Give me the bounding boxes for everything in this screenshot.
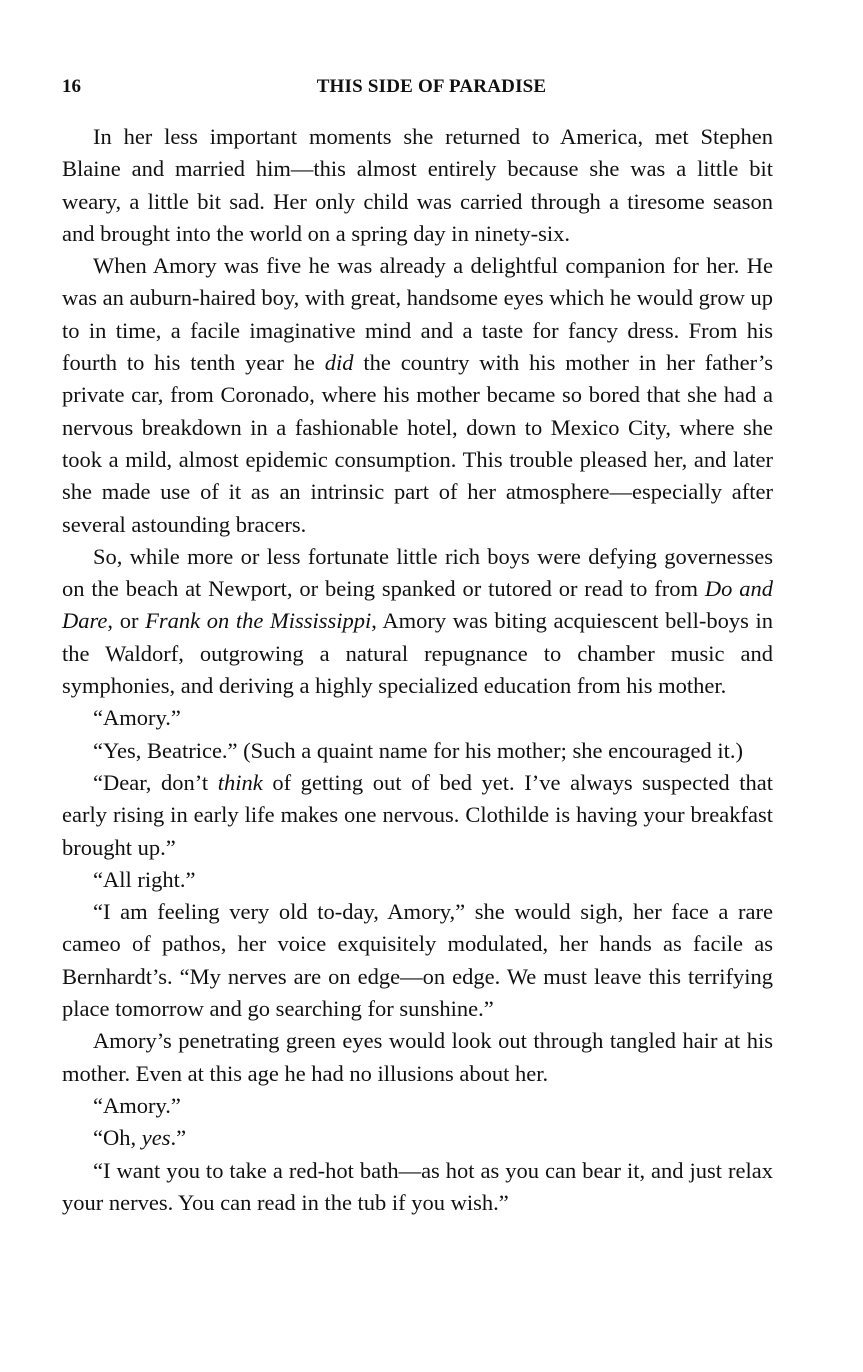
italic-run: Frank on the Mississippi	[145, 608, 372, 634]
text-run: “Yes, Beatrice.” (Such a quaint name for his mother; she encouraged it.)	[93, 737, 744, 763]
text-run: “Dear, don’t	[93, 769, 218, 795]
text-run: In her less important moments she returned to America, met Stephen Blaine and married him—this almost entirely because she was a little bit weary, a little bit sad. Her only child was carried through a tiresome season and brought into the world on a spring day in ninety-six.	[62, 124, 773, 246]
text-run: .”	[170, 1125, 187, 1151]
running-head	[62, 76, 801, 106]
text-run: “Oh,	[93, 1125, 142, 1151]
paragraph	[62, 1025, 773, 1090]
text-run: So, while more or less fortunate little rich boys were defying governesses on the beach at Newport, or being spanked or tutored or read to from	[62, 543, 773, 602]
paragraph	[62, 896, 773, 1025]
paragraph	[62, 702, 773, 734]
text-run: “Amory.”	[93, 705, 181, 731]
book-title: THIS SIDE OF PARADISE	[316, 76, 547, 97]
paragraph	[62, 1122, 773, 1154]
text-run: When Amory was five he was already a delightful companion for her. He was an auburn-haired boy, with great, handsome eyes which he would grow up to in time, a facile imaginative mind and a taste for fancy dress. From his fourth to his tenth year he	[62, 253, 773, 376]
italic-run: Do and Dare	[62, 576, 773, 634]
paragraph	[62, 864, 773, 896]
text-run: of getting out of bed yet. I’ve always suspected that early rising in early life makes one nervous. Clothilde is having your breakfast brought up.”	[62, 769, 773, 860]
paragraph	[62, 735, 773, 767]
text-run: “I am feeling very old to-day, Amory,” she would sigh, her face a rare cameo of pathos, her voice exquisitely modulated, her hands as facile as Bernhardt’s. “My nerves are on edge—on edge. We must leave this terrifying place tomorrow and go searching for sunshine.”	[62, 899, 773, 1022]
text-run: Amory’s penetrating green eyes would look out through tangled hair at his mother. Even at this age he had no illusions about her.	[62, 1028, 773, 1086]
paragraph	[62, 121, 773, 250]
paragraph	[62, 1090, 773, 1122]
body-text	[62, 121, 773, 1219]
text-run: “All right.”	[93, 866, 196, 892]
italic-run: did	[324, 350, 354, 376]
paragraph	[62, 250, 773, 541]
paragraph	[62, 1155, 773, 1220]
page-number: 16	[62, 76, 81, 97]
paragraph	[62, 541, 773, 702]
italic-run: think	[217, 769, 263, 795]
text-run: , or	[107, 608, 146, 634]
text-run: the country with his mother in her father’s private car, from Coronado, where his mother became so bored that she had a nervous breakdown in a fashionable hotel, down to Mexico City, where she took a mild, almost epidemic consumption. This trouble pleased her, and later she made use of it as an intrinsic part of her atmosphere—especially after several astounding bracers.	[62, 350, 773, 537]
text-run: “I want you to take a red-hot bath—as hot as you can bear it, and just relax your nerves. You can read in the tub if you wish.”	[62, 1157, 773, 1215]
paragraph	[62, 767, 773, 864]
italic-run: yes	[141, 1125, 171, 1151]
text-run: , Amory was biting acquiescent bell-boys in the Waldorf, outgrowing a natural repugnance to chamber music and symphonies, and deriving a highly specialized education from his mother.	[62, 608, 773, 699]
text-run: “Amory.”	[93, 1092, 181, 1118]
